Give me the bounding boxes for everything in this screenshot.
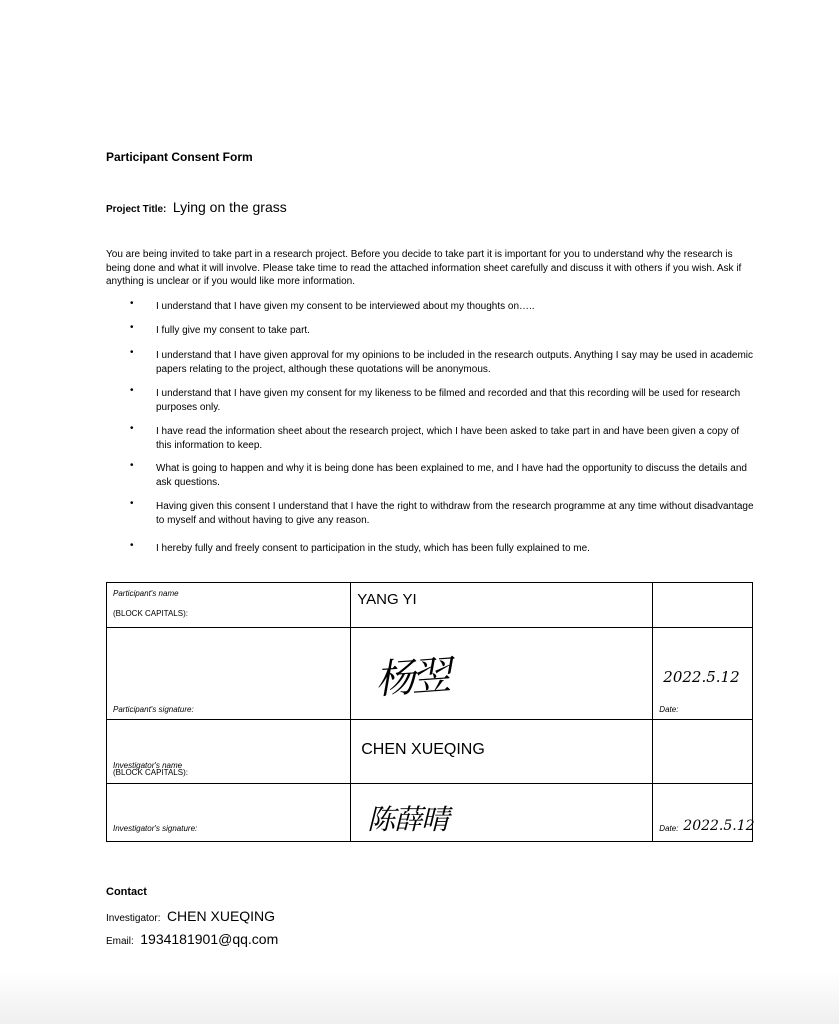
investigator-date-label: Date: [659, 824, 679, 833]
investigator-signature-label: Investigator's signature: [113, 824, 198, 833]
investigator-signature-row [107, 784, 753, 842]
statement-text: I fully give my consent to take part. [156, 325, 310, 336]
investigator-name-row [107, 720, 753, 784]
bullet-icon: • [130, 322, 134, 333]
bullet-icon: • [130, 298, 134, 309]
project-title-label: Project Title: [106, 204, 167, 215]
contact-heading: Contact [106, 886, 147, 898]
empty-cell [653, 583, 753, 628]
bullet-icon: • [130, 460, 134, 471]
participant-name-cell[interactable] [351, 583, 653, 628]
participant-signature-label: Participant's signature: [113, 705, 194, 714]
participant-name-label: Participant's name [113, 589, 179, 598]
bullet-icon: • [130, 540, 134, 551]
participant-name-label-cell [107, 583, 351, 628]
participant-signature: 杨翌 [373, 652, 449, 704]
project-title-line [106, 199, 287, 217]
participant-signature-row [107, 628, 753, 720]
contact-email-row [106, 931, 278, 949]
participant-date-label: Date: [659, 705, 679, 714]
page-bottom-shade [0, 972, 839, 1024]
investigator-date-value: 2022.5.12 [683, 818, 755, 834]
investigator-date-cell[interactable] [653, 784, 753, 842]
statement-text: I understand that I have given approval for my opinions to be included in the research outputs. Anything I say may be used in academic papers relating to the project, although these quotations will be anonymous. [156, 350, 754, 375]
bullet-icon: • [130, 498, 134, 509]
contact-email-value: 1934181901@qq.com [140, 931, 279, 947]
contact-investigator-row [106, 908, 275, 926]
investigator-block-capitals-label: (BLOCK CAPITALS): [113, 768, 188, 777]
statement-text: What is going to happen and why it is being done has been explained to me, and I have had the opportunity to discuss the details and ask questions. [156, 463, 747, 488]
participant-date-cell[interactable] [653, 628, 753, 720]
contact-email-label: Email: [106, 936, 134, 947]
statement-text: Having given this consent I understand that I have the right to withdraw from the research programme at any time without disadvantage to myself and without having to give any reason. [156, 501, 754, 526]
statement-text: I understand that I have given my consent to be interviewed about my thoughts on….. [156, 301, 535, 312]
participant-signature-label-cell [107, 628, 351, 720]
contact-investigator-label: Investigator: [106, 913, 161, 924]
bullet-icon: • [130, 347, 134, 358]
participant-date-value: 2022.5.12 [663, 668, 740, 686]
participant-name-row [107, 583, 753, 628]
project-title-value: Lying on the grass [172, 199, 287, 215]
participant-name-value: YANG YI [357, 591, 417, 608]
investigator-signature-label-cell [107, 784, 351, 842]
investigator-signature: 陈薛晴 [367, 803, 449, 836]
empty-cell [653, 720, 753, 784]
statement-text: I have read the information sheet about the research project, which I have been asked to take part in and have been given a copy of this information to keep. [156, 426, 740, 451]
investigator-signature-cell[interactable] [351, 784, 653, 842]
investigator-name-label-cell [107, 720, 351, 784]
bullet-icon: • [130, 385, 134, 396]
form-title: Participant Consent Form [106, 150, 253, 164]
investigator-name-value: CHEN XUEQING [361, 741, 485, 758]
investigator-name-label: Investigator's name [113, 761, 183, 770]
statement-text: I hereby fully and freely consent to participation in the study, which has been fully explained to me. [156, 543, 590, 554]
participant-signature-cell[interactable] [351, 628, 653, 720]
bullet-icon: • [130, 423, 134, 434]
statement-text: I understand that I have given my consent for my likeness to be filmed and recorded and that this recording will be used for research purposes only. [156, 388, 741, 413]
contact-investigator-value: CHEN XUEQING [166, 908, 276, 924]
block-capitals-label: (BLOCK CAPITALS): [113, 609, 188, 618]
signature-table [106, 582, 753, 842]
intro-paragraph: You are being invited to take part in a research project. Before you decide to take part it is important for you to understand why the research is being done and what it will involve. Please take time to read the attached information sheet carefully and discuss it with others if you wish. Ask if anything is unclear or if you would like more information. [106, 249, 742, 287]
investigator-name-cell[interactable] [351, 720, 653, 784]
